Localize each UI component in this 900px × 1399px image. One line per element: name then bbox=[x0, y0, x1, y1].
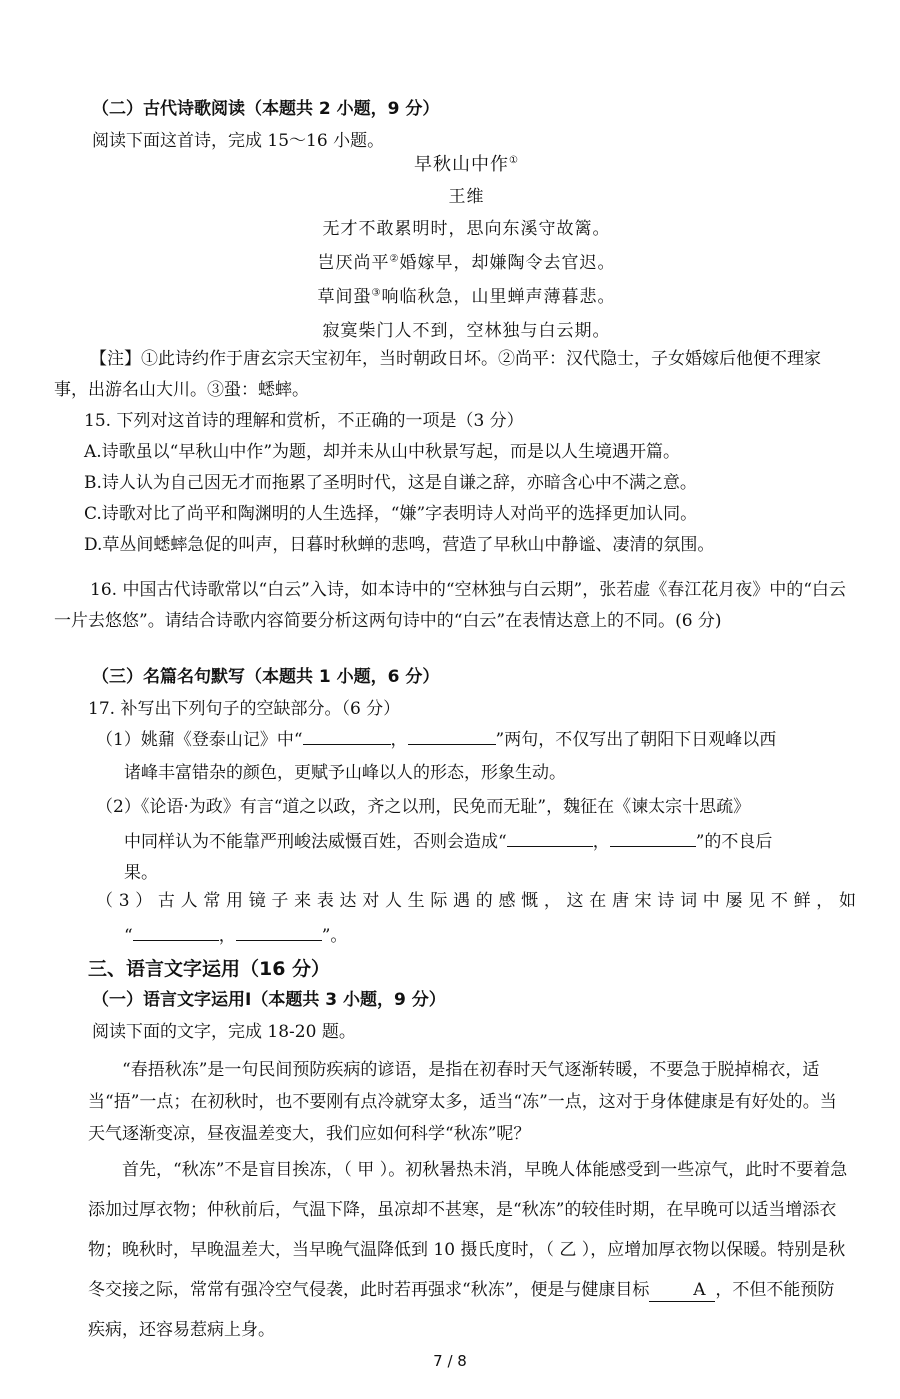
question-16: 16. 中国古代诗歌常以“白云”入诗，如本诗中的“空林独与白云期”，张若虚《春江花月夜》中的“白云一片去悠悠”。请结合诗歌内容简要分析这两句诗中的“白云”在表情达意上的不同。(6 分) bbox=[54, 580, 846, 631]
question-15-option-d: D.草丛间蟋蟀急促的叫声，日暮时秋蝉的悲鸣，营造了早秋山中静谧、凄清的氛围。 bbox=[84, 535, 715, 555]
part-heading-language: 三、语言文字运用（16 分） bbox=[88, 958, 331, 980]
question-17-part-2-cont: 中同样认为不能靠严刑峻法威慑百姓，否则会造成“ ， ”的不良后 bbox=[124, 826, 854, 858]
answer-blank-1[interactable] bbox=[303, 724, 391, 745]
question-17-part-1: （1）姚鼐《登泰山记》中“ ， ”两句，不仅写出了朝阳下日观峰以西 bbox=[96, 724, 856, 756]
passage-paragraph-1: “春捂秋冻”是一句民间预防疾病的谚语，是指在初春时天气逐渐转暖，不要急于脱掉棉衣，适当“捂”一点；在初秋时，也不要刚有点冷就穿太多，适当“冻”一点，这对于身体健康是有好处的。当天气逐渐变凉，昼夜温差变大，我们应如何科学“秋冻”呢？ bbox=[88, 1060, 837, 1144]
poem-line-3: 草间蛩③响临秋急，山里蝉声薄暮悲。 bbox=[317, 287, 616, 307]
section-heading-dictation: （三）名篇名句默写（本题共 1 小题，6 分） bbox=[92, 667, 440, 687]
fill-blank-a[interactable]: A bbox=[649, 1279, 715, 1302]
poem-line-1: 无才不敢累明时，思向东溪守故篱。 bbox=[322, 219, 611, 239]
question-17-part-3: （3）古人常用镜子来表达对人生际遇的感慨，这在唐宋诗词中屡见不鲜，如 bbox=[96, 891, 856, 911]
answer-blank-2[interactable] bbox=[408, 724, 496, 745]
answer-blank-5[interactable] bbox=[133, 920, 219, 941]
question-17-part-3-cont: “ ， ”。 bbox=[124, 920, 854, 952]
page-number: 7 / 8 bbox=[433, 1352, 467, 1370]
answer-blank-6[interactable] bbox=[236, 920, 322, 941]
question-15-option-b: B.诗人认为自己因无才而拖累了圣明时代，这是自谦之辞，亦暗含心中不满之意。 bbox=[84, 473, 697, 493]
answer-blank-3[interactable] bbox=[507, 826, 593, 847]
poetry-intro: 阅读下面这首诗，完成 15～16 小题。 bbox=[92, 131, 385, 151]
question-17-stem: 17. 补写出下列句子的空缺部分。（6 分） bbox=[88, 699, 401, 719]
question-15-option-c: C.诗歌对比了尚平和陶渊明的人生选择，“嫌”字表明诗人对尚平的选择更加认同。 bbox=[84, 504, 698, 524]
question-17-part-2: （2）《论语·为政》有言“道之以政，齐之以刑，民免而无耻”，魏征在《谏太宗十思疏》 bbox=[96, 797, 751, 817]
section-heading-poetry: （二）古代诗歌阅读（本题共 2 小题，9 分） bbox=[92, 99, 440, 119]
question-17-part-1-cont: 诸峰丰富错杂的颜色，更赋予山峰以人的形态，形象生动。 bbox=[124, 763, 566, 783]
poem-line-4: 寂寞柴门人不到，空林独与白云期。 bbox=[322, 321, 611, 341]
question-15-option-a: A.诗歌虽以“早秋山中作”为题，却并未从山中秋景写起，而是以人生境遇开篇。 bbox=[84, 442, 681, 462]
passage-paragraph-2: 首先，“秋冻”不是盲目挨冻，（ 甲 ）。初秋暑热未消，早晚人体能感受到一些凉气，此时不要着急添加过厚衣物；仲秋前后，气温下降，虽凉却不甚寒，是“秋冻”的较佳时期，在早晚可以适当增添衣物；晚秋时，早晚温差大，当早晚气温降低到 10 摄氏度时，（ 乙 ），应增加厚衣物以保暖。特别是秋冬交接之际，常常有强冷空气侵袭，此时若再强求“秋冻”，便是与健康目标 A ，不但不能预防疾病，还容易惹病上身。 bbox=[88, 1160, 848, 1340]
language-intro: 阅读下面的文字，完成 18-20 题。 bbox=[92, 1022, 356, 1042]
poem-line-2: 岂厌尚平②婚嫁早，却嫌陶令去官迟。 bbox=[317, 253, 616, 273]
poem-notes: 【注】①此诗约作于唐玄宗天宝初年，当时朝政日坏。②尚平：汉代隐士，子女婚嫁后他便不理家事，出游名山大川。③蛩：蟋蟀。 bbox=[54, 349, 821, 400]
section-heading-language-1: （一）语言文字运用Ⅰ（本题共 3 小题，9 分） bbox=[92, 990, 446, 1010]
question-15-stem: 15. 下列对这首诗的理解和赏析，不正确的一项是（3 分） bbox=[84, 411, 524, 431]
poem-author: 王维 bbox=[448, 187, 485, 207]
question-17-part-2-end: 果。 bbox=[124, 863, 158, 883]
answer-blank-4[interactable] bbox=[610, 826, 696, 847]
poem-title: 早秋山中作① bbox=[414, 154, 519, 175]
